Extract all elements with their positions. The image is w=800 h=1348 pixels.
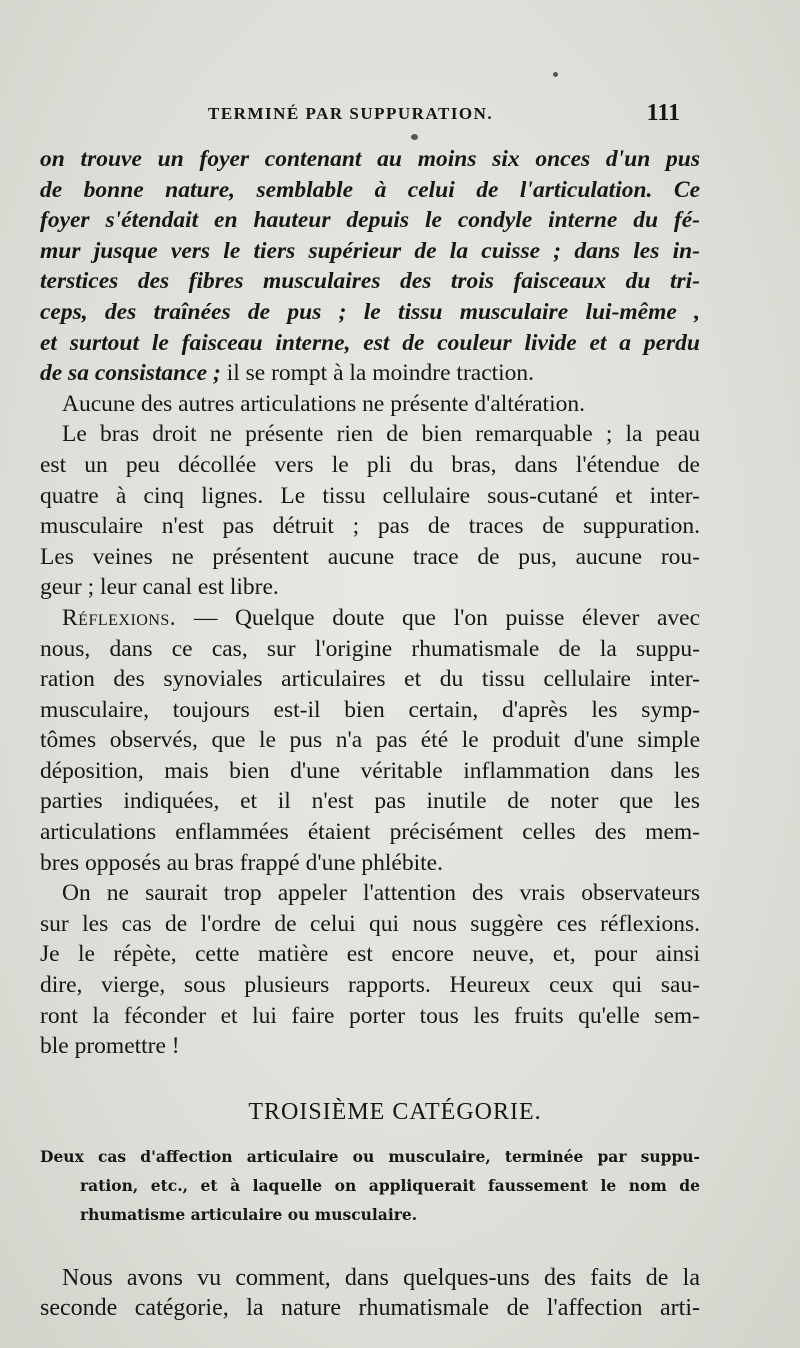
- page-header: [40, 100, 680, 130]
- summary-line: ration, etc., et à laquelle on appliquerait faussement le nom de: [80, 1175, 700, 1195]
- running-head: TERMINÉ PAR SUPPURATION.: [208, 104, 494, 123]
- text-line: Je le répète, cette matière est encore neuve, et, pour ainsi: [40, 941, 700, 968]
- body-text: [40, 144, 700, 1324]
- text-line: nous, dans ce cas, sur l'origine rhumatismale de la suppu-: [40, 635, 700, 662]
- text-line: mur jusque vers le tiers supérieur de la cuisse ; dans les in-: [40, 237, 700, 264]
- text-line: terstices des fibres musculaires des trois faisceaux du tri-: [40, 268, 700, 295]
- spacer: [40, 1062, 700, 1092]
- text-line: musculaire, toujours est-il bien certain, d'après les symp-: [40, 696, 700, 723]
- section-heading: TROISIÈME CATÉGORIE.: [248, 1098, 542, 1125]
- italic-fragment: de sa consistance ;: [40, 360, 221, 387]
- text-line: dire, vierge, sous plusieurs rapports. Heureux ceux qui sau-: [40, 972, 700, 999]
- text-line: bres opposés au bras frappé d'une phlébite.: [40, 849, 443, 876]
- text-line: ceps, des traînées de pus ; le tissu musculaire lui-même ,: [40, 298, 700, 325]
- roman-fragment: il se rompt à la moindre traction.: [220, 360, 535, 387]
- summary-line: Deux cas d'affection articulaire ou musculaire, terminée par suppu-: [40, 1146, 700, 1166]
- text-line: [40, 358, 700, 389]
- paragraph: [40, 878, 700, 1062]
- summary-line: rhumatisme articulaire ou musculaire.: [80, 1204, 418, 1224]
- reflexions-label: Réflexions.: [62, 604, 177, 631]
- text-line: déposition, mais bien d'une véritable inflammation dans les: [40, 757, 700, 784]
- ink-speck: [411, 134, 418, 140]
- page-number: 111: [646, 100, 680, 126]
- text-line: seconde catégorie, la nature rhumatismale de l'affection arti-: [40, 1295, 700, 1322]
- text-line: tômes observés, que le pus n'a pas été le produit d'une simple: [40, 727, 700, 754]
- ink-speck: [553, 72, 558, 77]
- text-line: quatre à cinq lignes. Le tissu cellulaire sous-cutané et inter-: [40, 482, 700, 509]
- text-line: [40, 603, 700, 634]
- text-line: de bonne nature, semblable à celui de l'articulation. Ce: [40, 176, 700, 203]
- text-line: ble promettre !: [40, 1033, 180, 1060]
- text-line: Le bras droit ne présente rien de bien remarquable ; la peau: [62, 421, 700, 448]
- text-line: est un peu décollée vers le pli du bras, dans l'étendue de: [40, 451, 700, 478]
- text-line: musculaire n'est pas détruit ; pas de traces de suppuration.: [40, 513, 700, 540]
- section-summary: [40, 1142, 700, 1229]
- spacer: [40, 1229, 700, 1263]
- paragraph: [40, 1263, 700, 1324]
- italic-passage: [40, 144, 700, 389]
- text-line: Nous avons vu comment, dans quelques-uns des faits de la: [62, 1264, 700, 1291]
- text-line: On ne saurait trop appeler l'attention des vrais observateurs: [62, 880, 700, 907]
- text-line: parties indiquées, et il n'est pas inutile de noter que les: [40, 788, 700, 815]
- text-line: foyer s'étendait en hauteur depuis le condyle interne du fé-: [40, 207, 700, 234]
- text-line: Les veines ne présentent aucune trace de pus, aucune rou-: [40, 543, 700, 570]
- text-line: on trouve un foyer contenant au moins six onces d'un pus: [40, 146, 700, 172]
- text-line: sur les cas de l'ordre de celui qui nous suggère ces réflexions.: [40, 910, 700, 937]
- reflexions-paragraph: [40, 603, 700, 878]
- text-line: ration des synoviales articulaires et du tissu cellulaire inter-: [40, 666, 700, 693]
- text-line: ront la féconder et lui faire porter tous les fruits qu'elle sem-: [40, 1002, 700, 1029]
- roman-fragment: — Quelque doute que l'on puisse élever avec: [176, 604, 700, 631]
- text-line: Aucune des autres articulations ne présente d'altération.: [62, 390, 585, 417]
- paragraph: [40, 389, 700, 420]
- text-line: et surtout le faisceau interne, est de couleur livide et a perdu: [40, 329, 700, 356]
- text-line: geur ; leur canal est libre.: [40, 574, 279, 601]
- text-line: articulations enflammées étaient précisément celles des mem-: [40, 819, 700, 846]
- paragraph: [40, 419, 700, 603]
